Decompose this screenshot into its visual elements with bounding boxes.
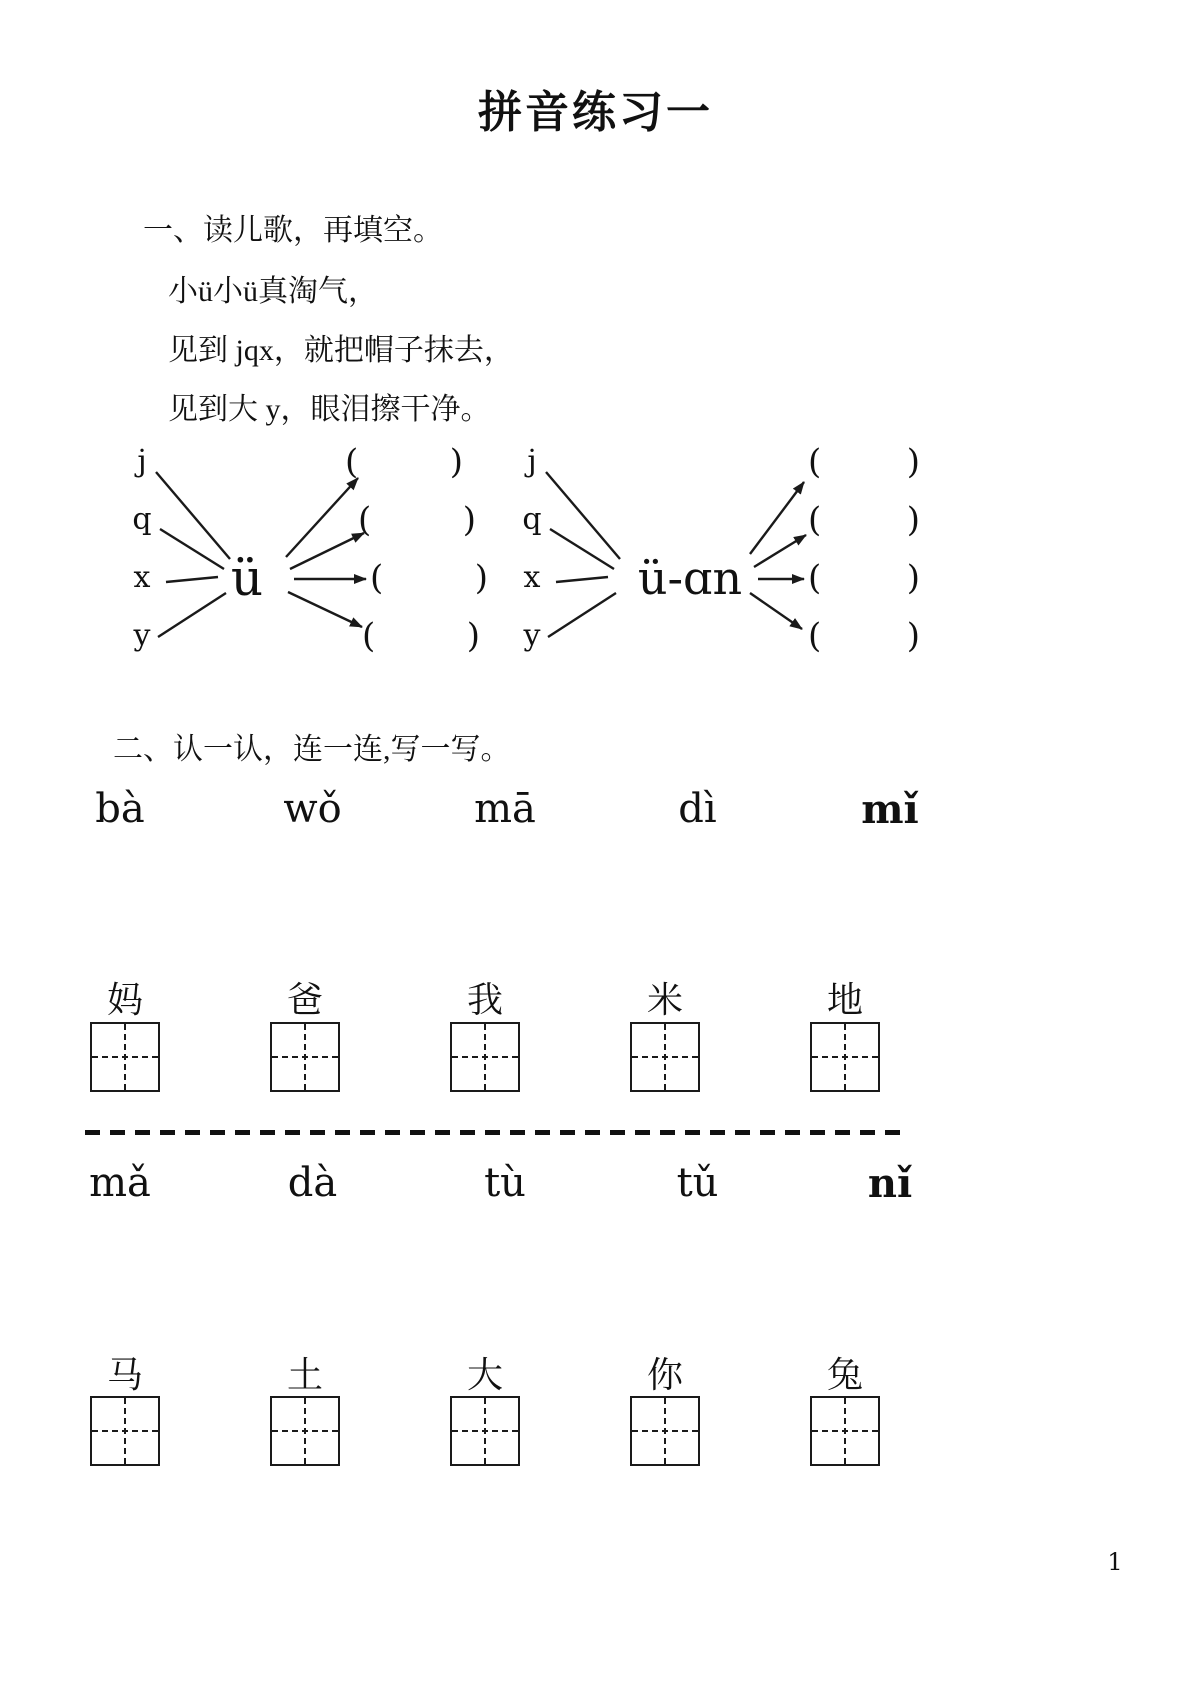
pinyin-row-2 — [70, 1160, 940, 1207]
section1-heading: 一、读儿歌，再填空。 — [143, 214, 443, 247]
close-paren: ) — [466, 616, 480, 656]
character-label: 地 — [826, 980, 863, 1020]
answer-blank — [808, 616, 920, 656]
open-paren: ( — [808, 558, 822, 598]
pinyin-row-1 — [70, 786, 940, 833]
initial-letter-y: y — [133, 618, 151, 653]
writing-grid — [810, 1396, 880, 1466]
open-paren: ( — [808, 616, 822, 656]
close-paren: ) — [906, 616, 920, 656]
pinyin-label: mǎ — [89, 1160, 151, 1206]
close-paren: ) — [462, 500, 476, 540]
character-label: 爸 — [286, 980, 323, 1020]
writing-grid — [90, 1022, 160, 1092]
writing-grid — [270, 1396, 340, 1466]
initial-letter-j: j — [137, 444, 147, 479]
pinyin-label: dì — [678, 786, 717, 832]
answer-blank — [358, 500, 476, 540]
pinyin-label: tù — [484, 1160, 526, 1206]
character-label: 你 — [646, 1355, 683, 1395]
close-paren: ) — [906, 500, 920, 540]
character-label: 马 — [106, 1355, 143, 1395]
dashed-divider — [85, 1130, 907, 1135]
answer-blank — [808, 442, 920, 482]
writing-grid — [630, 1396, 700, 1466]
poem-line-3: 见到大 y，眼泪擦干净。 — [168, 393, 491, 426]
open-paren: ( — [358, 500, 372, 540]
close-paren: ) — [906, 558, 920, 598]
initial-letter-y: y — [523, 618, 541, 653]
close-paren: ) — [449, 442, 463, 482]
writing-grid — [450, 1396, 520, 1466]
initial-letter-q: q — [132, 502, 152, 537]
character-label: 我 — [466, 980, 503, 1020]
poem-line-1: 小ü小ü真淘气， — [168, 275, 378, 308]
open-paren: ( — [370, 558, 384, 598]
initial-letter-x: x — [523, 560, 541, 595]
matching-diagram — [0, 438, 1191, 670]
open-paren: ( — [362, 616, 376, 656]
open-paren: ( — [808, 442, 822, 482]
writing-grid — [450, 1022, 520, 1092]
writing-grid-row-1 — [75, 1022, 895, 1092]
character-label: 大 — [466, 1355, 503, 1395]
character-label: 兔 — [826, 1355, 863, 1395]
vowel-label-uan: ü-ɑn — [637, 551, 743, 605]
writing-grid — [630, 1022, 700, 1092]
writing-grid — [270, 1022, 340, 1092]
answer-blank — [808, 558, 920, 598]
open-paren: ( — [808, 500, 822, 540]
connector-lines — [0, 438, 1191, 670]
answer-blank — [362, 616, 480, 656]
pinyin-label: nǐ — [867, 1160, 913, 1207]
pinyin-label: mā — [474, 786, 536, 832]
writing-grid-row-2 — [75, 1396, 895, 1466]
character-label: 妈 — [106, 980, 143, 1020]
answer-blank — [370, 558, 488, 598]
section2-heading: 二、认一认，连一连,写一写。 — [113, 733, 511, 766]
writing-grid — [90, 1396, 160, 1466]
initial-letter-x: x — [133, 560, 151, 595]
character-label: 土 — [286, 1355, 323, 1395]
page-number: 1 — [1107, 1548, 1123, 1576]
open-paren: ( — [345, 442, 359, 482]
character-label: 米 — [646, 980, 683, 1020]
close-paren: ) — [474, 558, 488, 598]
character-row-1 — [75, 972, 895, 1023]
character-row-2 — [75, 1347, 895, 1398]
close-paren: ) — [906, 442, 920, 482]
pinyin-label: tǔ — [676, 1160, 719, 1206]
pinyin-label: wǒ — [283, 786, 342, 832]
answer-blank — [345, 442, 463, 482]
pinyin-label: bà — [95, 786, 145, 832]
vowel-label-u: ü — [230, 549, 264, 607]
answer-blank — [808, 500, 920, 540]
initial-letter-j: j — [527, 444, 537, 479]
writing-grid — [810, 1022, 880, 1092]
pinyin-label: mǐ — [861, 786, 919, 833]
poem-line-2: 见到 jqx，就把帽子抹去， — [168, 334, 514, 367]
pinyin-label: dà — [287, 1160, 338, 1206]
initial-letter-q: q — [522, 502, 542, 537]
page-title: 拼音练习一 — [478, 88, 713, 137]
